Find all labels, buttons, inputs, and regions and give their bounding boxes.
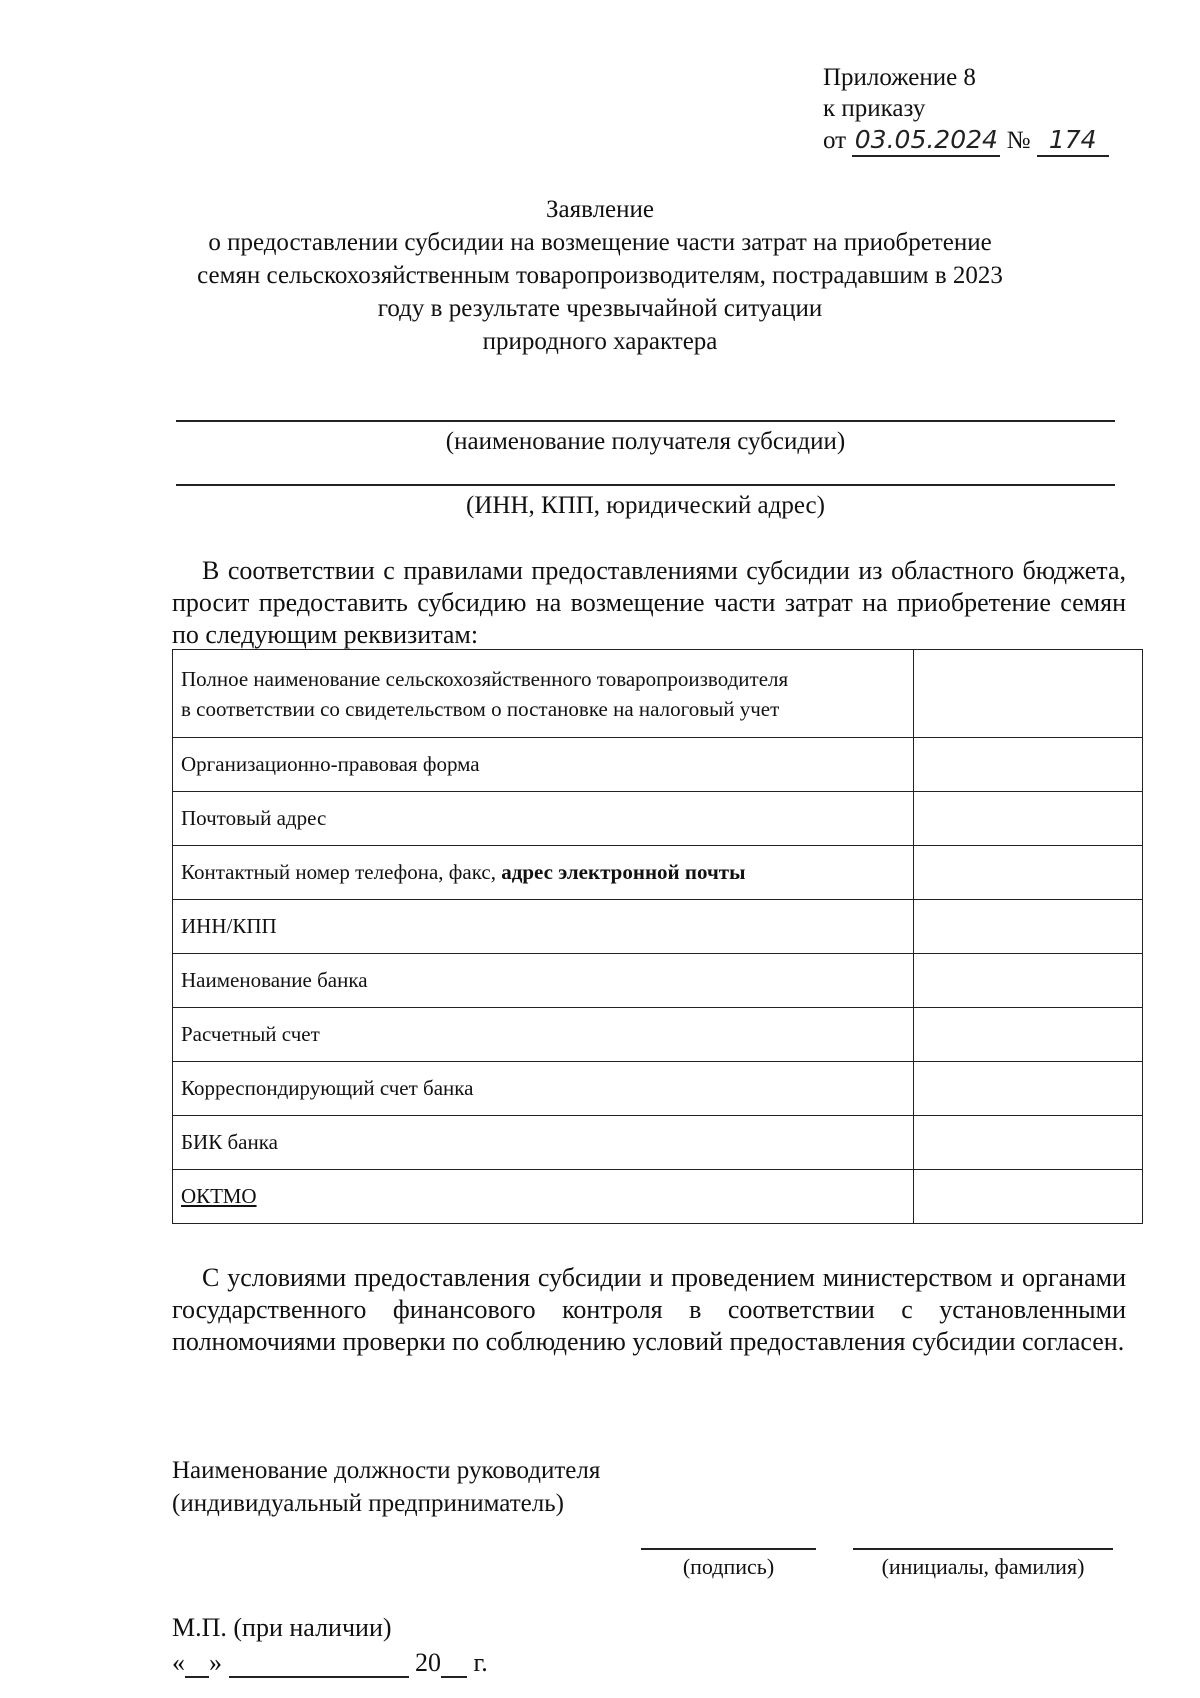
- annex-title: Приложение 8: [823, 64, 976, 91]
- title-line-5: природного характера: [482, 328, 718, 355]
- signature-line[interactable]: [641, 1548, 816, 1550]
- title-line-1: Заявление: [545, 196, 655, 223]
- date-line: [172, 1648, 488, 1678]
- annex-number-label: №: [1006, 127, 1031, 154]
- date-month-field[interactable]: [229, 1654, 409, 1678]
- title-line-3: семян сельскохозяйственным товаропроизводителям, пострадавшим в 2023: [197, 262, 1003, 289]
- value-cell-corr-account[interactable]: [914, 1062, 1143, 1116]
- position-subtitle: (индивидуальный предприниматель): [172, 1490, 564, 1517]
- annex-number: 174: [1037, 124, 1109, 157]
- table-row: [173, 738, 1143, 792]
- contacts-label-email: адрес электронной почты: [501, 860, 746, 884]
- annex-date-line: [823, 124, 1109, 157]
- value-cell-bik[interactable]: [914, 1116, 1143, 1170]
- date-close-quote: »: [209, 1648, 222, 1677]
- full-name-label-line-1: Полное наименование сельскохозяйственного товаропроизводителя: [181, 666, 789, 691]
- annex-order-ref: к приказу: [823, 95, 926, 122]
- contacts-label: Контактный номер телефона, факс,: [181, 860, 502, 884]
- date-year-field[interactable]: [441, 1654, 467, 1678]
- table-row: [173, 1170, 1143, 1224]
- date-year-prefix: 20: [415, 1648, 441, 1677]
- value-cell-account[interactable]: [914, 1008, 1143, 1062]
- recipient-name-line[interactable]: [176, 420, 1115, 422]
- table-row: [173, 1062, 1143, 1116]
- annex-date: 03.05.2024: [852, 124, 1000, 157]
- row-label-oktmo: [173, 1170, 914, 1224]
- position-title: Наименование должности руководителя: [172, 1457, 601, 1484]
- consent-paragraph: [172, 1262, 1126, 1358]
- name-caption: (инициалы, фамилия): [881, 1554, 1085, 1579]
- value-cell-legal-form[interactable]: [914, 738, 1143, 792]
- value-cell-full-name[interactable]: [914, 650, 1143, 738]
- title-line-4: году в результате чрезвычайной ситуации: [377, 295, 823, 322]
- full-name-label-line-2: в соответствии со свидетельством о постановке на налоговый учет: [181, 696, 780, 721]
- table-row: [173, 1008, 1143, 1062]
- intro-paragraph: [172, 555, 1126, 651]
- date-open-quote: «: [172, 1648, 185, 1677]
- table-row: [173, 792, 1143, 846]
- annex-from-label: от: [823, 127, 847, 154]
- requisites-table: [172, 649, 1143, 1224]
- inn-address-line[interactable]: [176, 484, 1115, 486]
- consent-text: С условиями предоставления субсидии и проведением министерством и органами государственного финансового контроля в соответствии с установленными полномочиями проверки по соблюдению условий предоставления субсидии согласен.: [172, 1263, 1126, 1356]
- row-label-account: Расчетный счет: [173, 1008, 914, 1062]
- row-label-bank-name: Наименование банка: [173, 954, 914, 1008]
- value-cell-postal-address[interactable]: [914, 792, 1143, 846]
- row-label-legal-form: Организационно-правовая форма: [173, 738, 914, 792]
- position-block: [172, 1454, 600, 1520]
- row-label-contacts: [173, 846, 914, 900]
- oktmo-label: ОКТМО: [181, 1184, 257, 1208]
- value-cell-inn-kpp[interactable]: [914, 900, 1143, 954]
- value-cell-contacts[interactable]: [914, 846, 1143, 900]
- table-row: [173, 650, 1143, 738]
- value-cell-bank-name[interactable]: [914, 954, 1143, 1008]
- stamp-label: М.П. (при наличии): [172, 1613, 392, 1642]
- row-label-bik: БИК банка: [173, 1116, 914, 1170]
- value-cell-oktmo[interactable]: [914, 1170, 1143, 1224]
- table-row: [173, 900, 1143, 954]
- row-label-corr-account: Корреспондирующий счет банка: [173, 1062, 914, 1116]
- table-row: [173, 1116, 1143, 1170]
- date-day-field[interactable]: [185, 1654, 209, 1678]
- row-label-postal-address: Почтовый адрес: [173, 792, 914, 846]
- document-title: [0, 193, 1200, 358]
- signature-caption: (подпись): [682, 1554, 775, 1579]
- row-label-inn-kpp: ИНН/КПП: [173, 900, 914, 954]
- recipient-caption: (наименование получателя субсидии): [445, 428, 846, 455]
- inn-caption: (ИНН, КПП, юридический адрес): [466, 492, 825, 519]
- intro-text: В соответствии с правилами предоставлениями субсидии из областного бюджета, просит предоставить субсидию на возмещение части затрат на приобретение семян по следующим реквизитам:: [172, 556, 1126, 649]
- table-row: [173, 954, 1143, 1008]
- row-label-full-name: [173, 650, 914, 738]
- date-year-suffix: г.: [473, 1648, 488, 1677]
- name-line[interactable]: [853, 1548, 1113, 1550]
- table-row: [173, 846, 1143, 900]
- annex-header: [823, 62, 1109, 157]
- title-line-2: о предоставлении субсидии на возмещение части затрат на приобретение: [208, 229, 992, 256]
